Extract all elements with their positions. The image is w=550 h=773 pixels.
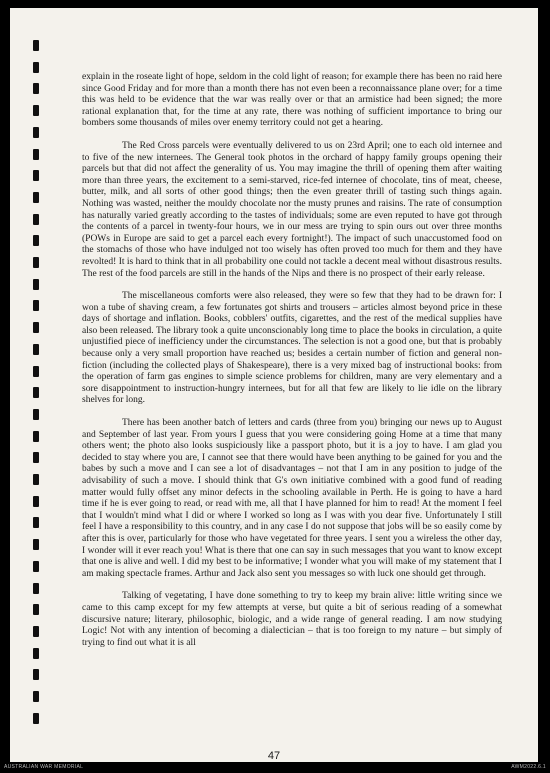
paragraph: The Red Cross parcels were eventually delivered to us on 23rd April; one to each old internee and to five of the new internees. The General took photos in the orchard of happy family groups opening their parcels but that did not affect the generality of us. You may imagine the thrill of opening them after waiting more than three years, the excitement to a semi-starved, rice-fed internee of chocolate, tins of meat, cheese, butter, milk, and all sorts of other good things; then the even greater thrill of tasting such things again. Nothing was wasted, neither the mouldy chocolate nor the musty prunes and raisins. The rate of consumption has naturally varied greatly according to the tastes of individuals; some are even reputed to have got through the contents of a parcel in twenty-four hours, we in our mess are trying to spin ours out over three months (POWs in Europe are said to get a parcel each every fortnight!). The impact of such unaccustomed food on the stomachs of those who have indulged not too wisely has often proved too much for them and they have revolted! It is hard to think that in all probability one could not tackle a decent meal without disastrous results. The rest of the food parcels are still in the hands of the Nips and there is no prospect of their early release. — [82, 140, 502, 279]
binding-hole — [33, 149, 39, 160]
binding-hole — [33, 40, 39, 51]
binding-hole — [33, 192, 39, 203]
binding-hole — [33, 648, 39, 659]
binding-hole — [33, 214, 39, 225]
binding-hole — [33, 105, 39, 116]
document-page — [10, 8, 538, 762]
archive-label: AUSTRALIAN WAR MEMORIAL — [4, 764, 84, 770]
archive-reference: AWM2022.6.1 — [511, 764, 546, 770]
binding-hole — [33, 409, 39, 420]
binding-hole — [33, 387, 39, 398]
binding-hole — [33, 127, 39, 138]
binding-hole — [33, 366, 39, 377]
binding-hole — [33, 669, 39, 680]
binding-hole — [33, 452, 39, 463]
binding-hole — [33, 344, 39, 355]
paragraph: Talking of vegetating, I have done something to try to keep my brain alive: little writing since we came to this camp except for my few attempts at verse, but quite a bit of serious reading of a somewhat discursive nature; literary, philosophic, biologic, and a wide range of general reading. I am now studying Logic! Not with any intention of becoming a dialectician – that is too foreign to my nature – but simply of trying to find out what it is all — [82, 591, 502, 648]
binding-hole — [33, 279, 39, 290]
binding-hole — [33, 713, 39, 724]
binding-hole — [33, 626, 39, 637]
binding-hole — [33, 170, 39, 181]
binding-hole — [33, 300, 39, 311]
binding-hole — [33, 604, 39, 615]
binding-hole — [33, 583, 39, 594]
binding-hole — [33, 691, 39, 702]
binding-hole — [33, 496, 39, 507]
paragraph: The miscellaneous comforts were also released, they were so few that they had to be drawn for: I won a tube of shaving cream, a few fortunates got shirts and trousers – articles almost beyond price in these days of shortage and inflation. Books, cobblers' outfits, cigarettes, and the rest of the medical supplies have also been released. The library took a quite unconscionably long time to place the books in circulation, a quite unjustified piece of inefficiency under the circumstances. The selection is not a good one, but that is probably because only a very small proportion have reached us; besides a certain number of fiction and general non-fiction (including the collected plays of Shakespeare), there is a very mixed bag of instructional books: from the operation of farm gas engines to simple science problems for children, many are very elementary and a sore disappointment to instruction-hungry internees, but for all that few are likely to lie idle on the library shelves for long. — [82, 291, 502, 406]
binding-hole — [33, 235, 39, 246]
binding-holes — [33, 40, 41, 740]
binding-hole — [33, 431, 39, 442]
binding-hole — [33, 474, 39, 485]
binding-hole — [33, 539, 39, 550]
page-number: 47 — [267, 750, 281, 762]
paragraph: There has been another batch of letters and cards (three from you) bringing our news up to August and September of last year. From yours I guess that you were considering going Home at a time that many others went; the photo also looks suspiciously like a passport photo, but it is a joy to have. I am glad you decided to stay where you are, I cannot see that there would have been anything to be gained for you and the babes by such a move and I can see a lot of disadvantages – not that I am in any position to judge of the advisability of such a move. I should think that G's own initiative combined with a good fund of reading matter would fully offset any minor defects in the schooling available in Perth. He is going to have a hard time if he is ever going to read, or read with me, all that I have planned for him to read! At the moment I feel that I wouldn't mind what I did or where I worked so long as I was with you dear five. Unfortunately I still feel I have a responsibility to this country, and in any case I do not suppose that jobs will be so easily come by after this is over, particularly for those who have vegetated for three years. I sent you a wireless the other day, I wonder will it ever reach you! What is there that one can say in such messages that you want to know except that one is alive and well. I did my best to be informative; I wonder what you will make of my statement that I am making spectacle frames. Arthur and Jack also sent you messages so with luck one should get through. — [82, 418, 502, 579]
binding-hole — [33, 517, 39, 528]
paragraph: explain in the roseate light of hope, seldom in the cold light of reason; for example there has been no raid here since Good Friday and for more than a month there has not even been a reconnaissance plane over; for a time this was held to be evidence that the war was really over or that an armistice had been signed; the more rational explanation that, for the time at any rate, there was nothing of sufficient importance to bring our bombers some thousands of miles over enemy territory could not get a hearing. — [82, 72, 502, 129]
binding-hole — [33, 322, 39, 333]
document-body — [82, 72, 502, 660]
binding-hole — [33, 257, 39, 268]
binding-hole — [33, 62, 39, 73]
binding-hole — [33, 561, 39, 572]
binding-hole — [33, 83, 39, 94]
